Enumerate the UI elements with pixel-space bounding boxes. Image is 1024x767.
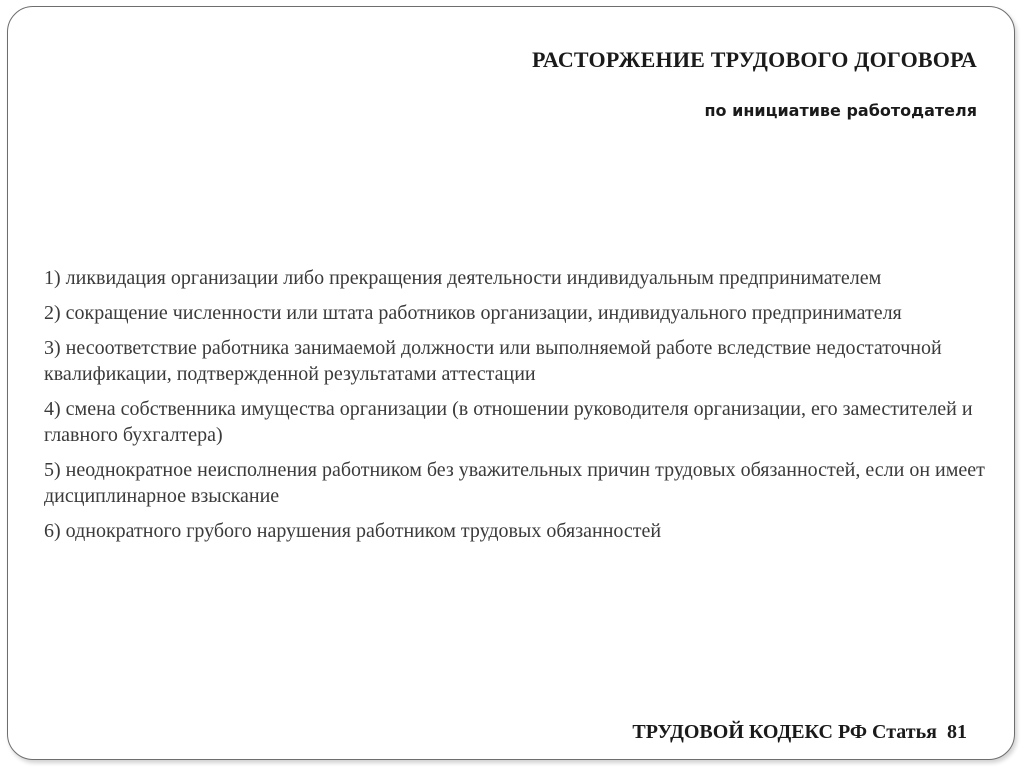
ground-item-1: 1) ликвидация организации либо прекращения деятельности индивидуальным предпринимателем <box>44 267 882 289</box>
ground-item-3: 3) несоответствие работника занимаемой должности или выполняемой работе вследствие недостаточной квалификации, подтвержденной результатами аттестации <box>44 337 942 385</box>
slide-subtitle: по инициативе работодателя <box>704 101 977 120</box>
termination-grounds-list <box>44 265 1004 553</box>
ground-item-4: 4) смена собственника имущества организации (в отношении руководителя организации, его заместителей и главного бухгалтера) <box>44 398 973 446</box>
slide-frame <box>7 6 1015 760</box>
ground-item-6: 6) однократного грубого нарушения работником трудовых обязанностей <box>44 520 662 542</box>
ground-item-2: 2) сокращение численности или штата работников организации, индивидуального предпринимателя <box>44 302 902 324</box>
slide-title: РАСТОРЖЕНИЕ ТРУДОВОГО ДОГОВОРА <box>532 47 977 72</box>
footer-citation: ТРУДОВОЙ КОДЕКС РФ Статья 81 <box>632 721 967 743</box>
ground-item-5: 5) неоднократное неисполнения работником без уважительных причин трудовых обязанностей, если он имеет дисциплинарное взыскание <box>44 459 985 507</box>
